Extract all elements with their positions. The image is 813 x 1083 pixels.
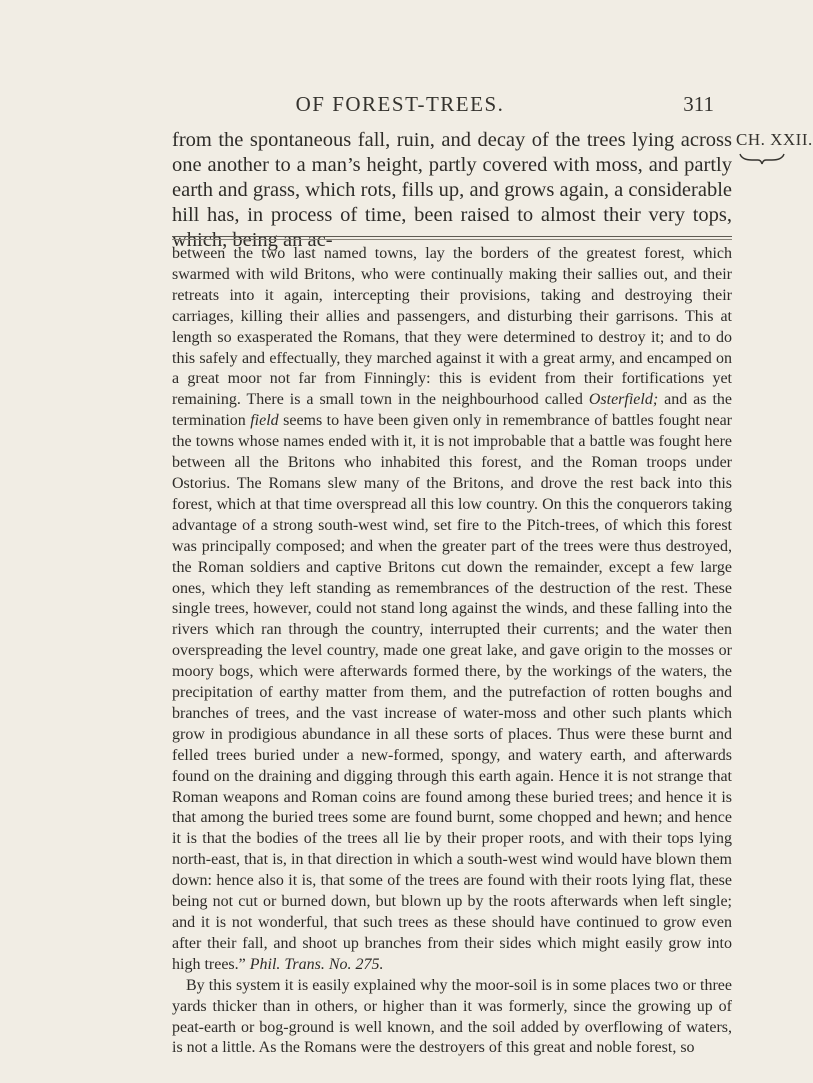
- footnote-paragraph: By this system it is easily explained why the moor-soil is in some places two or three yards thicker than in others, or higher than it was formerly, since the growing up of peat-earth or bog-ground is well known, and the soil added by overflowing of waters, is not a little. As the Romans were the destroyers of this great and noble forest, so: [172, 976, 732, 1057]
- chapter-margin-note: CH. XXII.: [736, 130, 813, 149]
- main-text: from the spontaneous fall, ruin, and decay of the trees lying across one another to a man’s height, partly covered with moss, and partly earth and grass, which rots, fills up, and grows again, a considerable hill has, in process of time, been raised to almost their very tops, which, being an ac-: [172, 129, 732, 251]
- citation: Phil. Trans. No. 275.: [249, 955, 384, 973]
- place-name: Osterfield;: [588, 391, 659, 409]
- footnote-rule: [172, 236, 732, 240]
- footnote-paragraph: [172, 244, 732, 976]
- page-number: 311: [683, 92, 714, 116]
- term-field: field: [250, 412, 279, 430]
- running-title: OF FOREST-TREES.: [295, 92, 505, 116]
- footnote: [172, 244, 732, 1059]
- footnote-text: between the two last named towns, lay the borders of the greatest forest, which swarmed with wild Britons, who were continually making their sallies out, and their retreats into it again, intercepting their provisions, taking and destroying their carriages, killing their allies and passengers, and disturbing their garrisons. This at length so exasperated the Romans, that they were determined to destroy it; and to do this safely and effectually, they marched against it with a great army, and encamped on a great moor not far from Finningly: this is evident from their fortifications yet remaining. There is a small town in the neighbourhood called: [172, 245, 732, 409]
- footnote-text: and as the termination: [172, 391, 732, 430]
- brace-icon: [738, 152, 786, 166]
- footnote-text: seems to have been given only in remembrance of battles fought near the towns whose names ended with it, it is not improbable that a battle was fought here between all the Britons who inhabited this forest, and the Roman troops under Ostorius. The Romans slew many of the Britons, and drove the rest back into this forest, which at that time overspread all this low country. On this the conquerors taking advantage of a strong south-west wind, set fire to the Pitch-trees, of which this forest was principally composed; and when the greater part of the trees were thus destroyed, the Roman soldiers and captive Britons cut down the remainder, except a few large ones, which they left standing as remembrances of the destruction of the rest. These single trees, however, could not stand long against the winds, and these falling into the rivers which ran through the country, interrupted their currents; and the water then overspreading the level country, made one great lake, and gave origin to the mosses or moory bogs, which were afterwards formed there, by the workings of the waters, the precipitation of earthy matter from them, and the putrefaction of rotten boughs and branches of trees, and the vast increase of water-moss and other such plants which grow in prodigious abundance in all these sorts of places. Thus were these burnt and felled trees buried under a new-formed, spongy, and watery earth, and afterwards found on the draining and digging through this earth again. Hence it is not strange that Roman weapons and Roman coins are found among these buried trees; and hence it is that among the buried trees some are found burnt, some chopped and hewn; and hence it is that the bodies of the trees all lie by their proper roots, and with their tops lying north-east, that is, in that direction in which a south-west wind would have blown them down: hence also it is, that some of the trees are found with their roots lying flat, these being not cut or burned down, but blown up by the roots afterwards when left single; and it is not wonderful, that such trees as these should have continued to grow even after their fall, and shoot up branches from their sides which might easily grow into high trees.”: [172, 412, 732, 973]
